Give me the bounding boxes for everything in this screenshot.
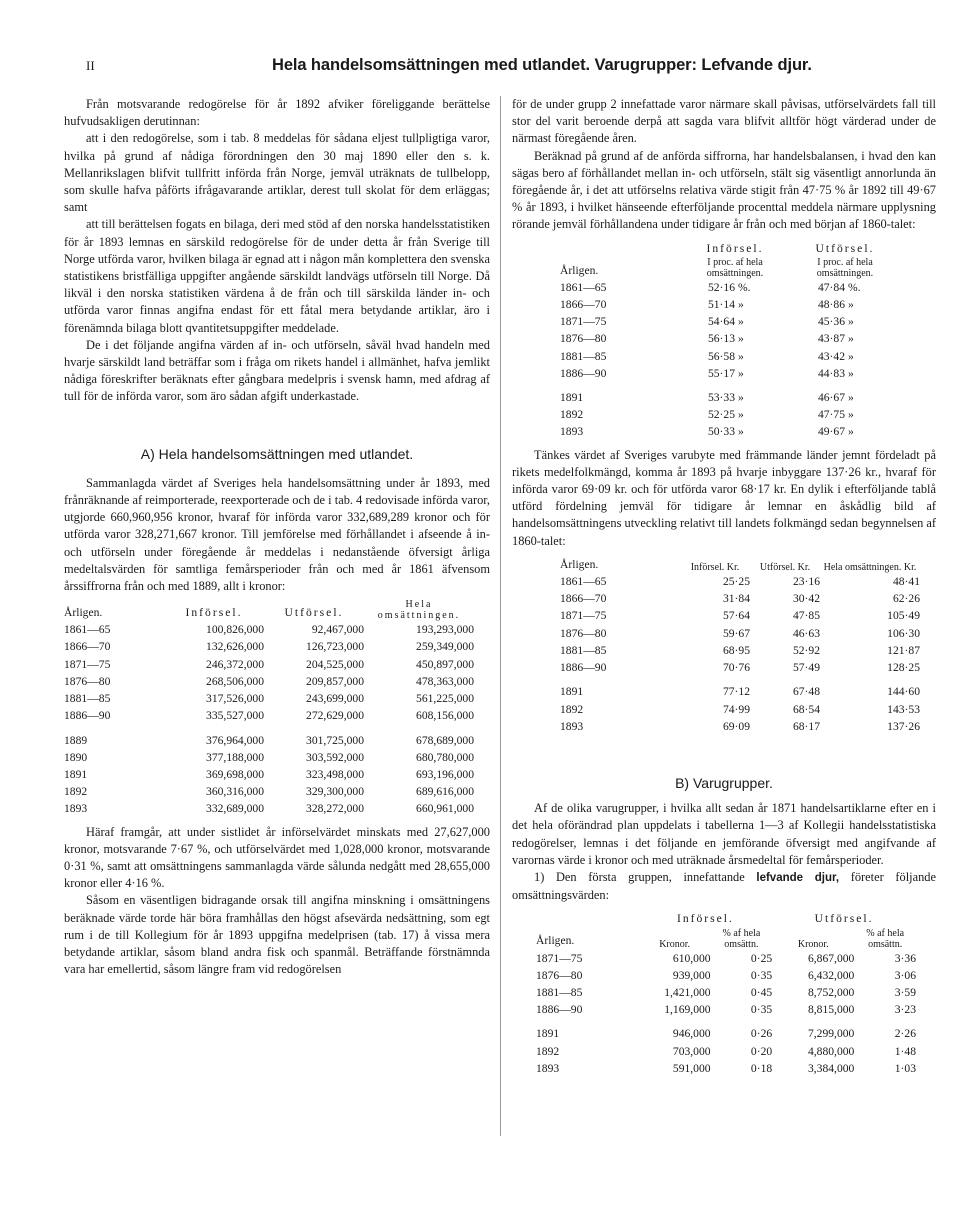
table-row bbox=[560, 625, 920, 642]
table-cell: 243,699,000 bbox=[306, 692, 364, 706]
row-label: 1871—75 bbox=[64, 657, 111, 671]
table-row bbox=[560, 313, 900, 330]
table-cell: » bbox=[738, 349, 744, 363]
table-cell: 49·67 bbox=[817, 425, 845, 439]
table-cell: 121·87 bbox=[887, 643, 920, 657]
table-row bbox=[560, 683, 920, 700]
table-row bbox=[560, 718, 920, 735]
table-cell: 52·16 bbox=[707, 280, 735, 294]
table-cell: 360,316,000 bbox=[206, 785, 264, 799]
row-label: 1876—80 bbox=[560, 332, 607, 346]
column-divider bbox=[500, 96, 501, 1136]
table-cell: 54·64 bbox=[707, 315, 735, 329]
table-cell: » bbox=[738, 425, 744, 439]
row-label: 1889 bbox=[64, 733, 88, 747]
table-cell: 46·63 bbox=[792, 626, 820, 640]
paragraph-text: företer följande omsättningsvärden: bbox=[512, 869, 936, 903]
table-cell: » bbox=[848, 349, 854, 363]
paragraph: Beräknad på grund af de anförda siffrorna, har handelsbalansen, i hvad den kan sägas bero af förhållandet mellan in- och utförseln, stält sig väsentligt annorlunda än föregående år, i det att utförselns relativa värde stigit från 47·75 % år 1892 till 49·67 % år 1893, i hvilket hänseende efterföljande procenttal meddela närmare upplysning rörande jemväl förhållandena under tidigare år från och med början af 1860-talet: bbox=[512, 148, 936, 232]
table-cell: 680,780,000 bbox=[416, 750, 474, 764]
paragraph: De i det följande angifna värden af in- och utförseln, såväl hvad handeln med hvarje särskildt land beträffar som i fråga om rikets handel i allmänhet, hafva jemlikt nådiga föreskrifter beräknats efter gångbara medelpris i svensk hamn, med afdrag af tull för de införda varor, som äro sådan afgift underkastade. bbox=[64, 337, 490, 404]
table-cell: 608,156,000 bbox=[416, 709, 474, 723]
table-cell: 128·25 bbox=[887, 661, 920, 675]
table-cell: 1,421,000 bbox=[664, 985, 711, 999]
table-cell: 106·30 bbox=[887, 626, 920, 640]
table-cell: %. bbox=[738, 280, 751, 294]
table-cell: 68·17 bbox=[792, 719, 820, 733]
table-cell: 4,880,000 bbox=[807, 1044, 855, 1058]
table-cell: 132,626,000 bbox=[206, 640, 264, 654]
table-cell: 3,384,000 bbox=[807, 1061, 855, 1075]
table-cell: 43·87 bbox=[817, 332, 845, 346]
table-header: Hela omsättningen. Kr. bbox=[823, 562, 917, 574]
table-cell: 0·45 bbox=[750, 985, 773, 999]
table-cell: 0·35 bbox=[750, 1003, 773, 1017]
paragraph: att i den redogörelse, som i tab. 8 meddelas för sådana eljest tullpligtiga varor, hvilka på grund af nådiga förordningen den 30 maj 1890 eller den s. k. Mellanrikslagen blifvit tullfritt införda från Norge, jemväl uträknats de tullbelopp, som skulle hafva påförts ifrågavarande artiklar, derest tull skolat för dem erläggas; samt bbox=[64, 131, 490, 215]
row-label: 1881—85 bbox=[64, 692, 111, 706]
table-row bbox=[64, 673, 474, 690]
table-cell: 92,467,000 bbox=[311, 623, 364, 637]
table-row bbox=[536, 950, 916, 967]
table-cell: 137·26 bbox=[887, 719, 920, 733]
table-cell: » bbox=[848, 408, 854, 422]
table-cell: 1,169,000 bbox=[664, 1003, 711, 1017]
table-row bbox=[560, 296, 900, 313]
table-row bbox=[64, 621, 474, 638]
table-cell: 369,698,000 bbox=[206, 767, 264, 781]
paragraph-text: 1) Den första gruppen, innefattande bbox=[534, 869, 745, 884]
table-cell: 317,526,000 bbox=[206, 692, 264, 706]
table-cell: 323,498,000 bbox=[306, 767, 364, 781]
row-label: 1876—80 bbox=[64, 674, 111, 688]
table-header: Införsel. bbox=[676, 912, 734, 926]
row-label: 1866—70 bbox=[560, 298, 607, 312]
row-label: 1876—80 bbox=[560, 626, 607, 640]
table-cell: » bbox=[738, 332, 744, 346]
table-header: Årligen. bbox=[536, 934, 575, 948]
row-label: 1861—65 bbox=[64, 623, 111, 637]
table-header: Utförsel. bbox=[815, 241, 875, 255]
table-cell: 48·86 bbox=[817, 298, 845, 312]
table-row bbox=[536, 1060, 916, 1077]
table-cell: 52·25 bbox=[707, 408, 735, 422]
bold-term: lefvande djur, bbox=[756, 871, 840, 884]
table-cell: 689,616,000 bbox=[416, 785, 474, 799]
table-row bbox=[560, 642, 920, 659]
table-cell: 30·42 bbox=[792, 592, 820, 606]
row-label: 1893 bbox=[560, 719, 584, 733]
row-label: 1871—75 bbox=[560, 315, 607, 329]
table-cell: 55·17 bbox=[707, 366, 735, 380]
table-cell: 478,363,000 bbox=[416, 674, 474, 688]
row-label: 1886—90 bbox=[536, 1003, 583, 1017]
table-cell: 25·25 bbox=[722, 575, 750, 589]
row-label: 1891 bbox=[64, 767, 88, 781]
table-row bbox=[64, 783, 474, 800]
table-cell: 1·03 bbox=[894, 1061, 916, 1075]
table-cell: » bbox=[848, 425, 854, 439]
row-label: 1866—70 bbox=[560, 592, 607, 606]
paragraph: Sammanlagda värdet af Sveriges hela handelsomsättning under år 1893, med frånräknande af reimporterade, reexporterade och de i tab. 4 redovisade införda varor, utgjorde 660,960,956 kronor, hvaraf för införda varor 332,689,289 kronor och för utförda varor 328,271,667 kronor. Till jemförelse med förhållandet i afseende å in- och utförseln under föregående år meddelas i nedanstående öfversigt årliga medeltalsvärden för samtliga femårsperioder från och med år 1861 äfvensom årssiffrorna från och med 1889, allt i kronor: bbox=[64, 475, 490, 594]
table-cell: 126,723,000 bbox=[306, 640, 364, 654]
table-cell: 6,867,000 bbox=[807, 951, 855, 965]
table-cell: 48·41 bbox=[892, 575, 920, 589]
table-header: Utförsel. bbox=[814, 912, 874, 926]
table-row bbox=[64, 656, 474, 673]
left-column bbox=[64, 96, 490, 978]
row-label: 1892 bbox=[64, 785, 88, 799]
table-cell: 8,752,000 bbox=[807, 985, 855, 999]
table-percentages bbox=[560, 240, 900, 441]
table-row bbox=[64, 749, 474, 766]
table-row bbox=[560, 590, 920, 607]
table-row bbox=[64, 766, 474, 783]
table-cell: 561,225,000 bbox=[416, 692, 474, 706]
table-header: Utförsel. bbox=[284, 606, 344, 620]
table-cell: 144·60 bbox=[887, 685, 920, 699]
table-cell: 100,826,000 bbox=[206, 623, 264, 637]
table-cell: 0·20 bbox=[750, 1044, 773, 1058]
table-cell: 209,857,000 bbox=[306, 674, 364, 688]
table-cell: 678,689,000 bbox=[416, 733, 474, 747]
row-label: 1861—65 bbox=[560, 280, 607, 294]
table-row bbox=[64, 638, 474, 655]
paragraph: för de under grupp 2 innefattade varor närmare skall påvisas, utförselvärdets fall till stor del varit beroende derpå att sagda vara blifvit alltför högt värderad under de närmast föregående åren. bbox=[512, 97, 936, 146]
table-cell: 143·53 bbox=[887, 702, 920, 716]
table-cell: 3·36 bbox=[894, 951, 916, 965]
table-cell: 377,188,000 bbox=[206, 750, 264, 764]
table-row bbox=[560, 659, 920, 676]
table-cell: 0·18 bbox=[750, 1061, 773, 1075]
table-cell: 43·42 bbox=[817, 349, 845, 363]
table-cell: 2·26 bbox=[894, 1027, 916, 1041]
page-number: II bbox=[86, 58, 95, 73]
table-cell: 268,506,000 bbox=[206, 674, 264, 688]
row-label: 1886—90 bbox=[64, 709, 111, 723]
table-cell: 51·14 bbox=[707, 298, 735, 312]
table-header: Årligen. bbox=[560, 557, 599, 571]
table-row bbox=[536, 984, 916, 1001]
table-cell: 660,961,000 bbox=[416, 802, 474, 816]
table-cell: 0·25 bbox=[750, 951, 773, 965]
row-label: 1892 bbox=[560, 408, 584, 422]
table-cell: 610,000 bbox=[672, 951, 711, 965]
table-cell: 56·13 bbox=[707, 332, 735, 346]
right-column bbox=[512, 96, 936, 1077]
table-cell: 7,299,000 bbox=[807, 1027, 855, 1041]
table-cell: 47·85 bbox=[792, 609, 820, 623]
paragraph: Såsom en väsentligen bidragande orsak till angifna minskning i omsättningens beräknade värde torde här böra framhållas den högst afsevärda nedsättning, som egt rum i de till Kollegium för år 1893 uppgifna medelprisen (tab. 17) å vissa mera betydande artiklar, såsom bland andra fisk och spanmål. Beträffande förstnämnda vara har emellertid, såsom längre fram vid redogörelsen bbox=[64, 893, 490, 977]
table-header: Hela omsättningen. bbox=[377, 599, 461, 622]
table-cell: 204,525,000 bbox=[306, 657, 364, 671]
table-cell: 31·84 bbox=[722, 592, 750, 606]
table-cell: 3·23 bbox=[894, 1003, 916, 1017]
table-per-capita bbox=[560, 556, 920, 735]
paragraph: Af de olika varugrupper, i hvilka allt sedan år 1871 handelsartiklarne efter en i det hela oförändrad plan uppdelats i tabellerna 1—3 af Kollegii handelsstatistiska redogörelser, lemnas i det följande en jemförande öfversigt med angifvande af varornas värde i kronor och med uträknade årsmedeltal för femårsperioder. bbox=[512, 801, 936, 867]
table-row bbox=[560, 573, 920, 590]
row-label: 1893 bbox=[64, 802, 88, 816]
table-row bbox=[536, 1043, 916, 1060]
table-cell: 62·26 bbox=[892, 592, 920, 606]
table-cell: 47·75 bbox=[817, 408, 845, 422]
table-cell: 376,964,000 bbox=[206, 733, 264, 747]
table-subheader: Kronor. bbox=[797, 938, 829, 950]
table-cell: 3·59 bbox=[894, 985, 916, 999]
table-trade-totals bbox=[64, 599, 474, 817]
table-row bbox=[536, 1025, 916, 1042]
table-cell: 50·33 bbox=[707, 425, 735, 439]
table-cell: 8,815,000 bbox=[807, 1003, 855, 1017]
table-row bbox=[560, 279, 900, 296]
paragraph: att till berättelsen fogats en bilaga, deri med stöd af den norska handelsstatistiken för år 1893 lemnas en särskild redogörelse för de under detta år från Sverige till Norge utförda varor, hvilken bilaga är egnad att i någon mån komplettera den svenska statistikens bristfälliga uppgifter angående särskildt landvägs utförseln till Norge. Då likväl i den norska statistiken värdena å de från och till särskilda länder in- och utförda varor finnas angifna endast för ett fåtal mera betydande artiklar, äro i förenämnda bilaga blott qvantitetsuppgifter meddelade. bbox=[64, 217, 490, 335]
row-label: 1881—85 bbox=[560, 643, 607, 657]
paragraph: Häraf framgår, att under sistlidet år införselvärdet minskats med 27,627,000 kronor, motsvarande 7·67 %, och utförselvärdet med 1,028,000 kronor, motsvarande 0·31 %, samt att omsättningens sammanlagda värde sålunda nedgått med 28,655,000 kronor eller 4·16 %. bbox=[64, 824, 490, 891]
table-cell: 693,196,000 bbox=[416, 767, 474, 781]
table-row bbox=[560, 365, 900, 382]
table-header: Införsel. bbox=[185, 606, 243, 620]
table-cell: 57·64 bbox=[722, 609, 750, 623]
table-cell: 0·26 bbox=[750, 1027, 773, 1041]
row-label: 1891 bbox=[560, 391, 584, 405]
table-row bbox=[560, 348, 900, 365]
table-row bbox=[536, 967, 916, 984]
row-label: 1876—80 bbox=[536, 968, 583, 982]
table-cell: » bbox=[848, 366, 854, 380]
row-label: 1881—85 bbox=[536, 985, 583, 999]
table-cell: 23·16 bbox=[792, 575, 820, 589]
table-cell: 246,372,000 bbox=[206, 657, 264, 671]
table-cell: 193,293,000 bbox=[416, 623, 474, 637]
table-subheader: I proc. af hela omsättningen. bbox=[816, 256, 874, 279]
table-header: Införsel. Kr. bbox=[690, 562, 740, 574]
table-row bbox=[560, 389, 900, 406]
table-cell: 3·06 bbox=[894, 968, 916, 982]
row-label: 1893 bbox=[560, 425, 584, 439]
table-cell: 332,689,000 bbox=[206, 802, 264, 816]
table-cell: 335,527,000 bbox=[206, 709, 264, 723]
table-header: Årligen. bbox=[64, 606, 103, 620]
table-cell: 68·95 bbox=[722, 643, 750, 657]
section-a-heading: A) Hela handelsomsättningen med utlandet. bbox=[140, 445, 414, 462]
running-header bbox=[0, 58, 960, 82]
table-row bbox=[64, 707, 474, 724]
table-cell: 53·33 bbox=[707, 391, 735, 405]
table-cell: 47·84 bbox=[817, 280, 845, 294]
table-live-animals bbox=[536, 910, 916, 1077]
table-cell: 105·49 bbox=[887, 609, 920, 623]
row-label: 1891 bbox=[536, 1027, 560, 1041]
table-row bbox=[64, 800, 474, 817]
table-cell: 44·83 bbox=[817, 366, 845, 380]
table-cell: 450,897,000 bbox=[416, 657, 474, 671]
table-cell: 68·54 bbox=[792, 702, 820, 716]
table-cell: 52·92 bbox=[792, 643, 820, 657]
table-cell: 328,272,000 bbox=[306, 802, 364, 816]
table-subheader: I proc. af hela omsättningen. bbox=[706, 256, 764, 279]
table-cell: » bbox=[848, 315, 854, 329]
row-label: 1886—90 bbox=[560, 366, 607, 380]
table-cell: » bbox=[738, 366, 744, 380]
table-cell: 6,432,000 bbox=[807, 968, 855, 982]
table-cell: 301,725,000 bbox=[306, 733, 364, 747]
row-label: 1890 bbox=[64, 750, 88, 764]
paragraph: Från motsvarande redogörelse för år 1892 afviker föreliggande berättelse hufvudsakligen derutinnan: bbox=[64, 97, 490, 129]
table-row bbox=[64, 690, 474, 707]
row-label: 1881—85 bbox=[560, 349, 607, 363]
row-label: 1893 bbox=[536, 1061, 560, 1075]
table-cell: » bbox=[848, 298, 854, 312]
table-row bbox=[560, 701, 920, 718]
row-label: 1891 bbox=[560, 685, 584, 699]
table-cell: 0·35 bbox=[750, 968, 773, 982]
table-row bbox=[64, 732, 474, 749]
table-row bbox=[560, 607, 920, 624]
table-cell: 45·36 bbox=[817, 315, 845, 329]
table-row bbox=[560, 330, 900, 347]
table-cell: 77·12 bbox=[722, 685, 750, 699]
table-row bbox=[536, 1001, 916, 1018]
table-header: Årligen. bbox=[560, 263, 599, 277]
table-row bbox=[560, 423, 900, 440]
table-cell: 70·76 bbox=[722, 661, 750, 675]
table-header: Införsel. bbox=[706, 241, 764, 255]
table-cell: 59·67 bbox=[722, 626, 750, 640]
table-cell: 1·48 bbox=[894, 1044, 916, 1058]
table-cell: %. bbox=[848, 280, 861, 294]
table-subheader: % af hela omsättn. bbox=[866, 927, 905, 950]
table-cell: » bbox=[738, 298, 744, 312]
table-cell: » bbox=[738, 315, 744, 329]
section-b-heading: B) Varugrupper. bbox=[675, 774, 773, 791]
table-cell: 259,349,000 bbox=[416, 640, 474, 654]
row-label: 1866—70 bbox=[64, 640, 111, 654]
table-cell: 272,629,000 bbox=[306, 709, 364, 723]
table-header: Utförsel. Kr. bbox=[759, 562, 811, 574]
table-cell: 946,000 bbox=[672, 1027, 711, 1041]
paragraph bbox=[512, 869, 936, 904]
row-label: 1892 bbox=[536, 1044, 560, 1058]
table-cell: 329,300,000 bbox=[306, 785, 364, 799]
table-subheader: % af hela omsättn. bbox=[722, 927, 761, 950]
table-cell: 303,592,000 bbox=[306, 750, 364, 764]
row-label: 1892 bbox=[560, 702, 584, 716]
table-cell: 939,000 bbox=[672, 968, 711, 982]
paragraph: Tänkes värdet af Sveriges varubyte med främmande länder jemnt fördeladt på rikets medelfolkmängd, komma år 1893 på hvarje inbyggare 137·26 kr., hvaraf för införda varor 69·09 kr. och för utförda varor 68·17 kr. En dylik i efterföljande tablå utförd fördelning jemväl för tidigare år lemnar en åskådlig bild af handelsomsättningens utveckling relativt till landets folkmängd sedan begynnelsen af 1860-talet: bbox=[512, 447, 936, 548]
table-cell: 74·99 bbox=[722, 702, 750, 716]
table-cell: 56·58 bbox=[707, 349, 735, 363]
table-cell: 57·49 bbox=[792, 661, 820, 675]
running-head-title: Hela handelsomsättningen med utlandet. Varugrupper: Lefvande djur. bbox=[272, 56, 812, 74]
table-row bbox=[560, 406, 900, 423]
table-cell: » bbox=[848, 391, 854, 405]
table-cell: 46·67 bbox=[817, 391, 845, 405]
table-cell: 69·09 bbox=[722, 719, 750, 733]
row-label: 1886—90 bbox=[560, 661, 607, 675]
table-cell: » bbox=[848, 332, 854, 346]
row-label: 1871—75 bbox=[560, 609, 607, 623]
row-label: 1871—75 bbox=[536, 951, 583, 965]
table-cell: » bbox=[738, 408, 744, 422]
table-cell: 67·48 bbox=[792, 685, 820, 699]
table-cell: 591,000 bbox=[672, 1061, 711, 1075]
table-subheader: Kronor. bbox=[659, 938, 691, 950]
row-label: 1861—65 bbox=[560, 575, 607, 589]
table-cell: » bbox=[738, 391, 744, 405]
table-cell: 703,000 bbox=[672, 1044, 711, 1058]
